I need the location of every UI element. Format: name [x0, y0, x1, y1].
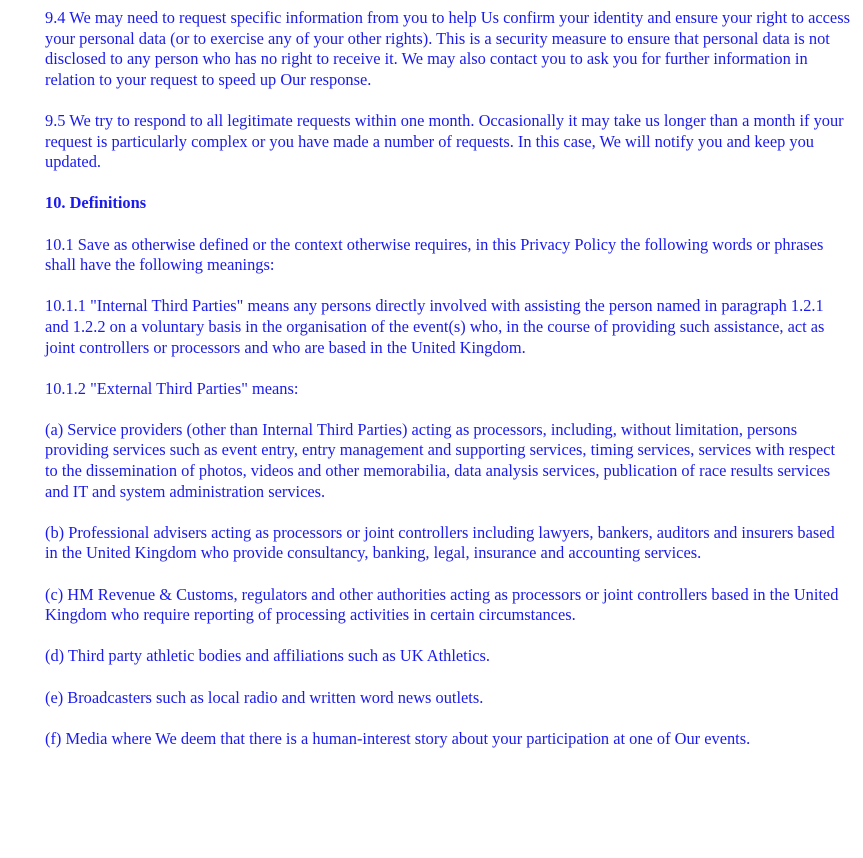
paragraph-9-5: 9.5 We try to respond to all legitimate requests within one month. Occasionally it may take us longer than a month if your request is particularly complex or you have made a number of requests. In this case, We will notify you and keep you updated.: [45, 110, 844, 172]
privacy-policy-document: [45, 8, 850, 770]
list-item-b: (b) Professional advisers acting as processors or joint controllers including lawyers, bankers, auditors and insurers based in the United Kingdom who provide consultancy, banking, legal, insurance and accounting services.: [45, 522, 835, 563]
paragraph-10-1-2: 10.1.2 "External Third Parties" means:: [45, 378, 299, 398]
paragraph-10-1: 10.1 Save as otherwise defined or the context otherwise requires, in this Privacy Policy the following words or phrases shall have the following meanings:: [45, 234, 824, 275]
list-item-d: (d) Third party athletic bodies and affiliations such as UK Athletics.: [45, 646, 491, 666]
list-item-f: (f) Media where We deem that there is a human-interest story about your participation at one of Our events.: [45, 728, 751, 748]
list-item-c: (c) HM Revenue & Customs, regulators and other authorities acting as processors or joint controllers based in the United Kingdom who require reporting of processing activities in certain circumstances.: [45, 584, 839, 625]
list-item-a: (a) Service providers (other than Internal Third Parties) acting as processors, including, without limitation, persons providing services such as event entry, entry management and supporting services, timing services, services with respect to the dissemination of photos, videos and other memorabilia, data analysis services, publication of race results services and IT and system administration services.: [45, 419, 836, 501]
paragraph-9-4: 9.4 We may need to request specific information from you to help Us confirm your identity and ensure your right to access your personal data (or to exercise any of your other rights). This is a security measure to ensure that personal data is not disclosed to any person who has no right to receive it. We may also contact you to ask you for further information in relation to your request to speed up Our response.: [45, 8, 850, 89]
section-heading-definitions: 10. Definitions: [45, 193, 147, 213]
paragraph-10-1-1: 10.1.1 "Internal Third Parties" means any persons directly involved with assisting the person named in paragraph 1.2.1 and 1.2.2 on a voluntary basis in the organisation of the event(s) who, in the course of providing such assistance, act as joint controllers or processors and who are based in the United Kingdom.: [45, 296, 825, 357]
list-item-e: (e) Broadcasters such as local radio and written word news outlets.: [45, 687, 484, 707]
